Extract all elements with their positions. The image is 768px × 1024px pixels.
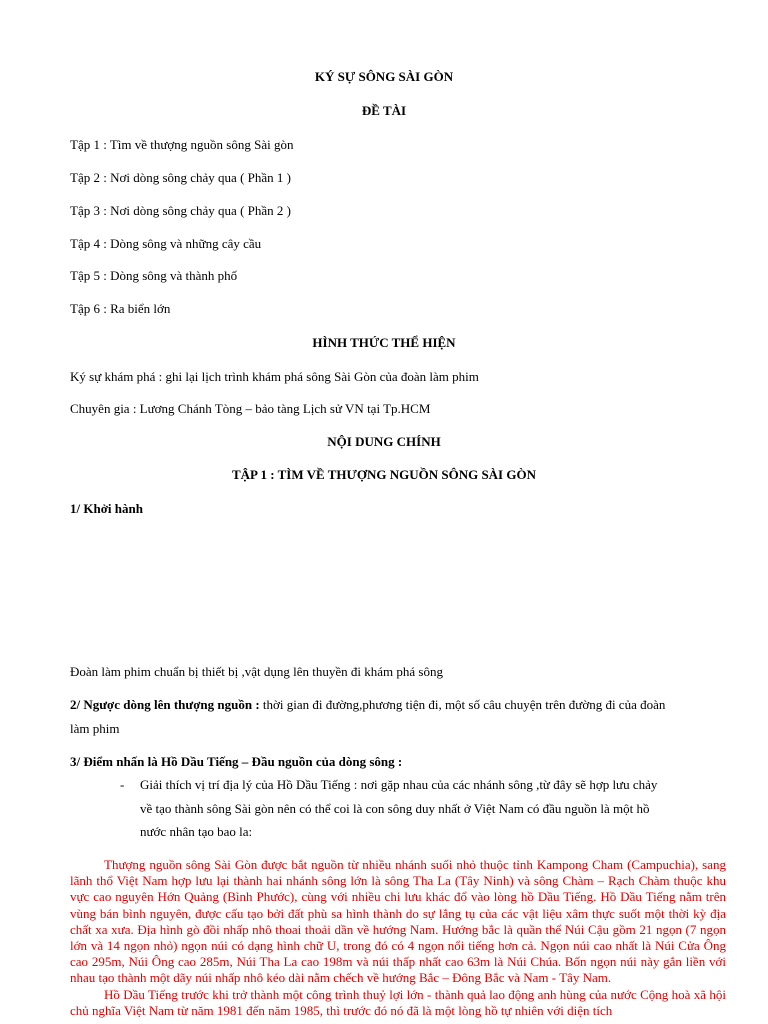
red-text-block [70,857,726,1019]
red-paragraph: Thượng nguồn sông Sài Gòn được bắt nguồn từ nhiều nhánh suối nhỏ thuộc tỉnh Kampong Cham (Campuchia), sang lãnh thổ Việt Nam hợp lưu lại thành hai nhánh sông lớn là sông Tha La (Tây Ninh) và sông Chàm – Rạch Chàm thuộc khu vực cao nguyên Hớn Quảng (Bình Phước), cùng với nhiều chi lưu khác đổ vào lòng hồ Dầu Tiếng. Hồ Dầu Tiếng nằm trên vùng bán bình nguyên, được cấu tạo bởi đất phù sa hình thành do sự lắng tụ của các vật liệu xâm thực suốt một thời kỳ địa chất xa xưa. Địa hình gò đồi nhấp nhô thoai thoải dần về hướng Nam. Hướng bắc là quần thể Núi Cậu gồm 21 ngọn (7 ngọn lớn và 14 ngọn nhỏ) ngọn núi có dạng hình chữ U, trong đó có 4 ngọn nổi tiếng hơn cả. Ngọn núi cao nhất là Núi Cửa Ông cao 295m, Núi Ông cao 285m, Núi Tha La cao 198m và núi thấp nhất cao 63m là Núi Chúa. Bốn ngọn núi này gắn liền với nhau tạo thành một dãy núi nhấp nhô kéo dài nằm chếch về hướng Bắc – Đông Bắc và Nam - Tây Nam. [70,857,726,986]
episode-item: Tập 6 : Ra biển lớn [70,301,171,316]
section1-heading: 1/ Khởi hành [70,501,143,516]
section2-text-cont: làm phim [70,721,120,736]
episode-item: Tập 1 : Tìm về thượng nguồn sông Sài gòn [70,137,294,152]
episode1-heading: TẬP 1 : TÌM VỀ THƯỢNG NGUỒN SÔNG SÀI GÒN [232,467,536,482]
content-heading: NỘI DUNG CHÍNH [327,434,441,449]
section1-text: Đoàn làm phim chuẩn bị thiết bị ,vật dụng lên thuyền đi khám phá sông [70,664,443,679]
document-title: KÝ SỰ SÔNG SÀI GÒN [314,69,454,84]
red-paragraph: Hồ Dầu Tiếng trước khi trở thành một công trình thuỷ lợi lớn - thành quả lao động anh hùng của nước Cộng hoà xã hội chủ nghĩa Việt Nam từ năm 1981 đến năm 1985, thì trước đó nó đã là một lòng hồ tự nhiên với diện tích [70,986,726,1018]
section2-heading: 2/ Ngược dòng lên thượng nguồn : [70,697,260,712]
form-line: Chuyên gia : Lương Chánh Tòng – bảo tàng Lịch sử VN tại Tp.HCM [70,401,431,416]
section2-text: thời gian đi đường,phương tiện đi, một số câu chuyện trên đường đi của đoàn [259,697,666,712]
section2-line [70,697,665,713]
episode-item: Tập 2 : Nơi dòng sông chảy qua ( Phần 1 ) [70,170,291,185]
form-line: Ký sự khám phá : ghi lại lịch trình khám phá sông Sài Gòn của đoàn làm phim [70,369,479,384]
bullet-line: nước nhân tạo bao la: [140,824,253,839]
topic-heading: ĐỀ TÀI [361,103,407,118]
form-heading: HÌNH THỨC THỂ HIỆN [312,335,456,350]
section3-heading: 3/ Điểm nhấn là Hồ Dầu Tiếng – Đầu nguồn của dòng sông : [70,754,403,769]
episode-item: Tập 4 : Dòng sông và những cây cầu [70,236,262,251]
bullet-line: về tạo thành sông Sài gòn nên có thể coi là con sông duy nhất ở Việt Nam có đầu nguồn là một hồ [140,801,650,816]
episode-item: Tập 3 : Nơi dòng sông chảy qua ( Phần 2 ) [70,203,291,218]
episode-item: Tập 5 : Dòng sông và thành phố [70,268,238,283]
bullet-line: Giải thích vị trí địa lý của Hồ Dầu Tiếng : nơi gặp nhau của các nhánh sông ,từ đây sẽ hợp lưu chảy [140,777,658,792]
bullet-marker: - [120,777,125,792]
